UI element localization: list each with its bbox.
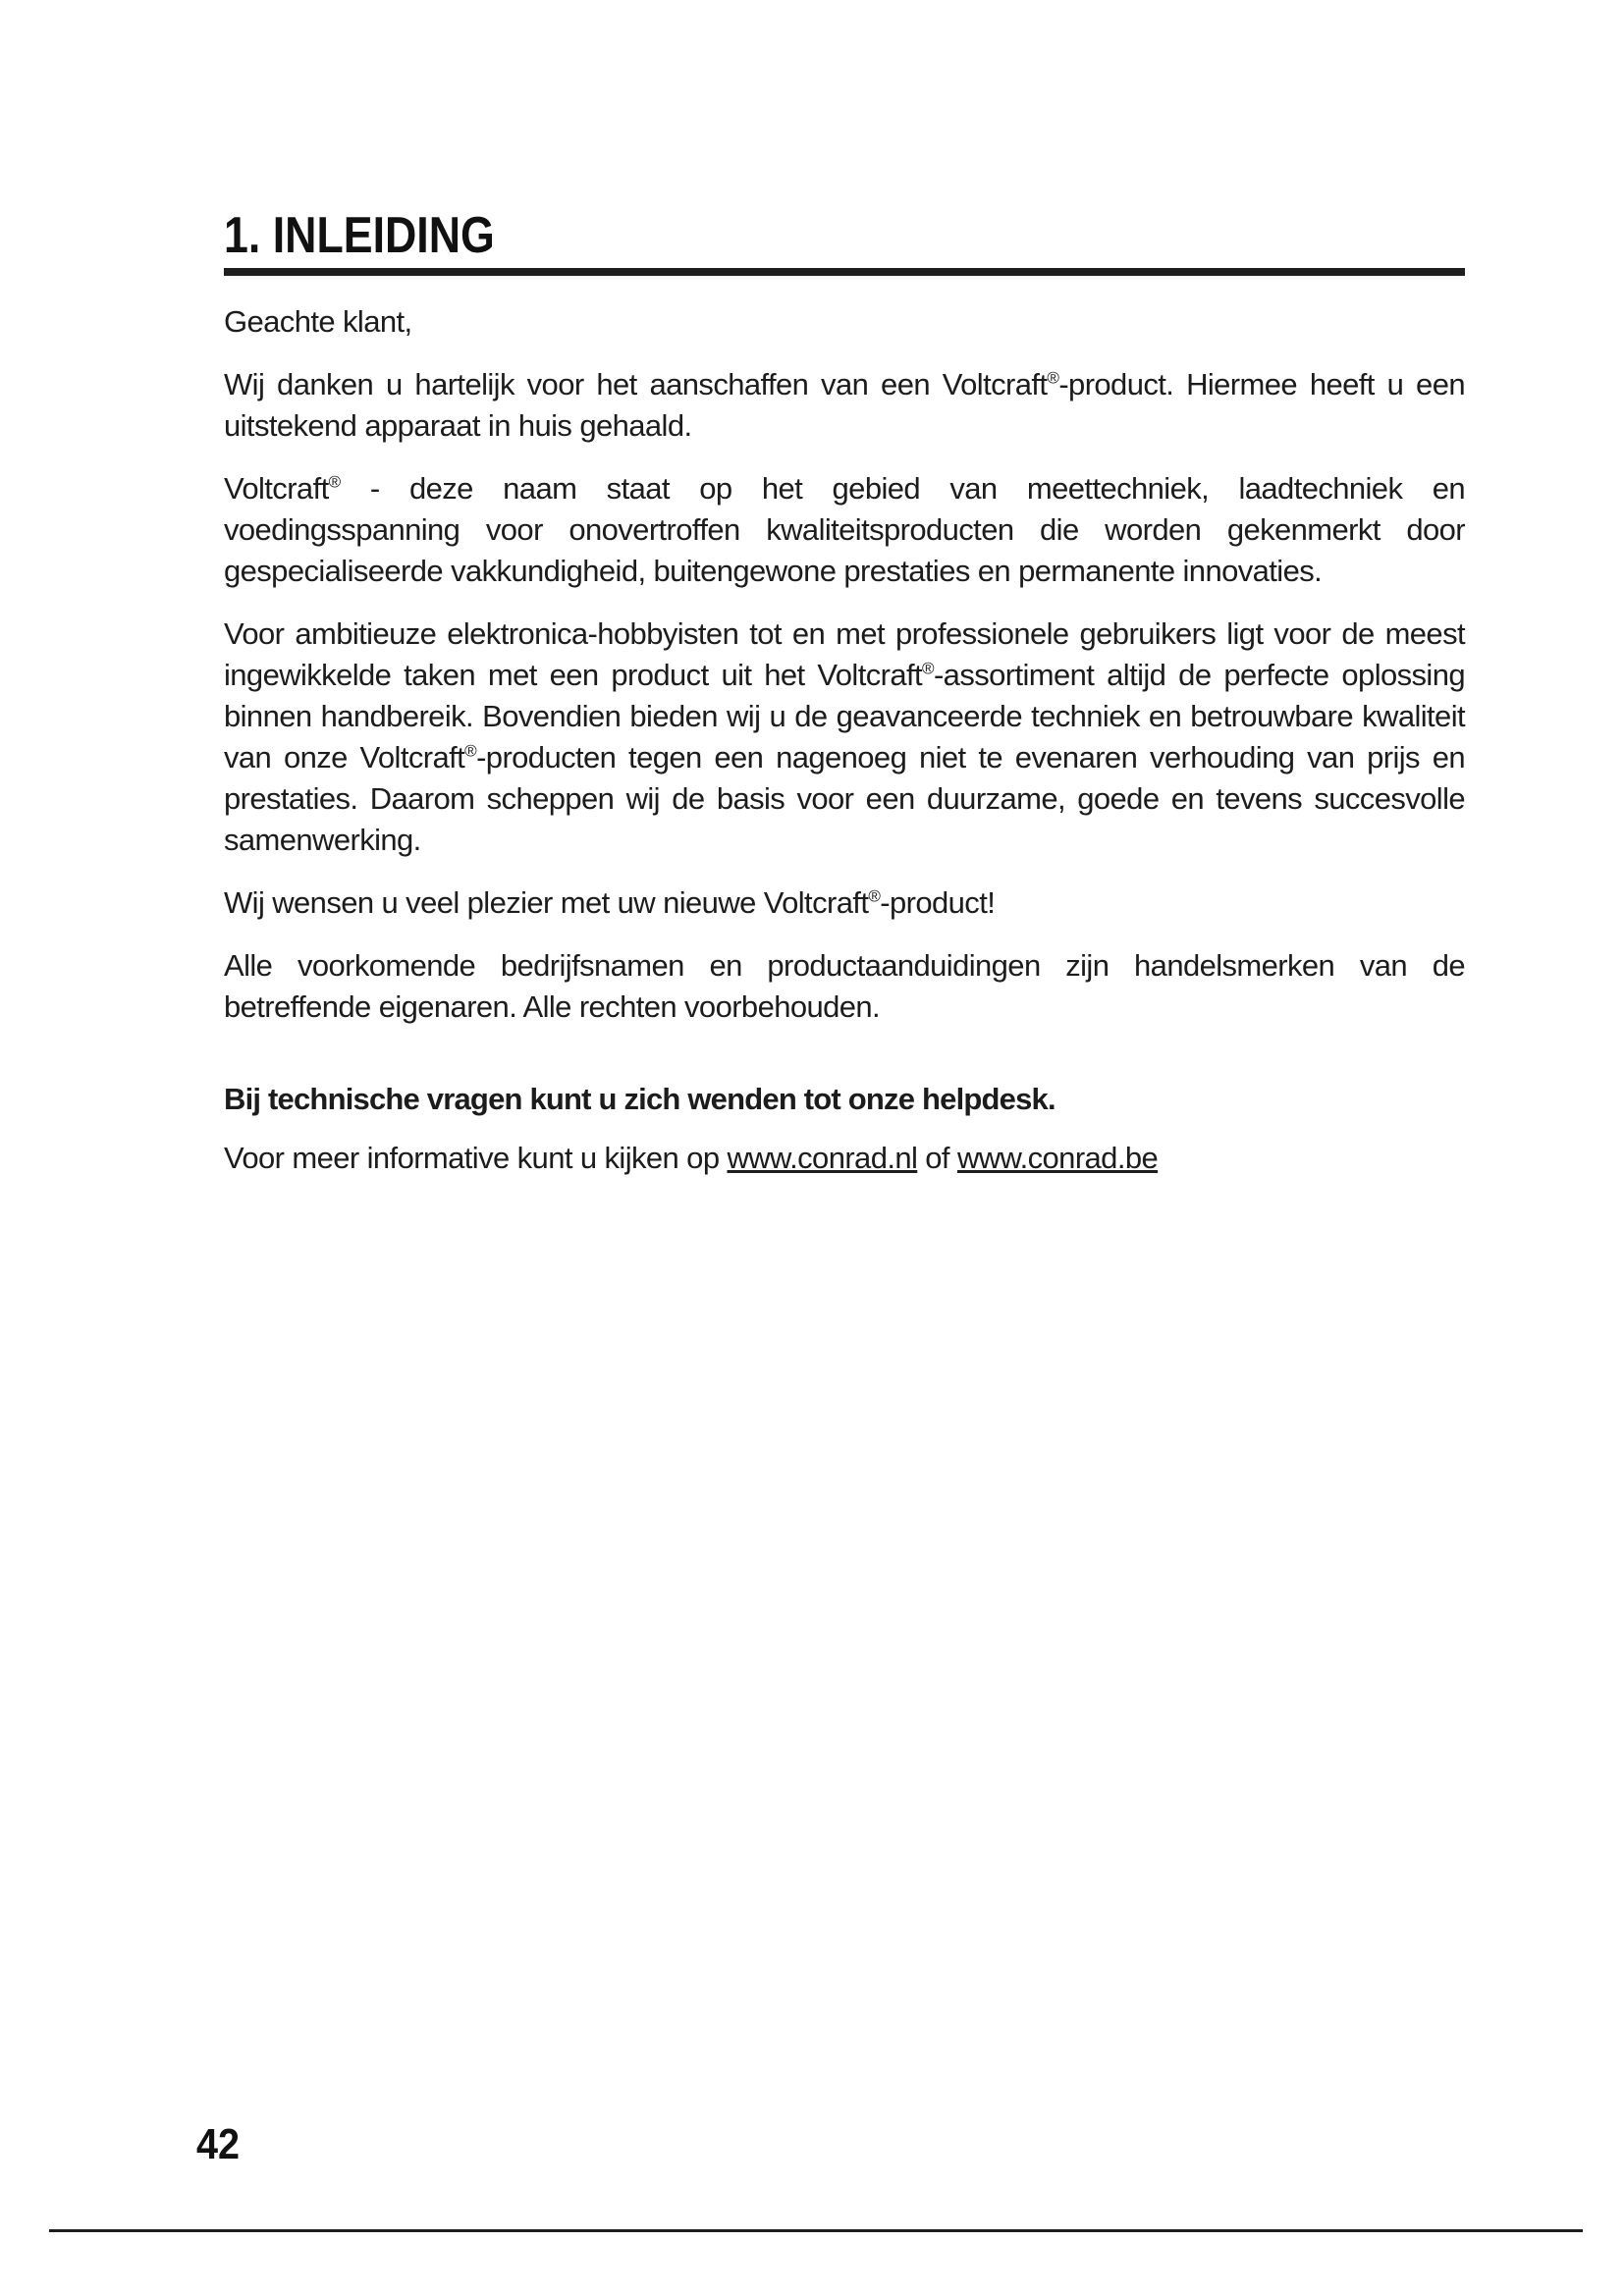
text-run: Wij danken u hartelijk voor het aanschaffen van een Voltcraft xyxy=(224,367,1048,402)
paragraph-brand xyxy=(224,468,1465,592)
helpdesk-note: Bij technische vragen kunt u zich wenden tot onze helpdesk. xyxy=(224,1082,1056,1117)
paragraph-thanks xyxy=(224,364,1465,447)
paragraph-wishes xyxy=(224,882,1465,924)
paragraph-audience xyxy=(224,614,1465,861)
text-run: Voltcraft xyxy=(224,471,329,507)
link-conrad-be[interactable]: www.conrad.be xyxy=(956,1141,1159,1176)
link-conrad-nl[interactable]: www.conrad.nl xyxy=(727,1141,918,1176)
footer-rule xyxy=(49,2229,1583,2232)
text-run: -producten tegen een nagenoeg niet te evenaren verhouding van prijs en prestaties. Daarom scheppen wij de basis voor een duurzame, goede en tevens succesvolle samenwerking. xyxy=(224,740,1465,858)
text-run: -product. Hiermee heeft u een uitstekend apparaat in huis gehaald. xyxy=(224,367,1465,444)
paragraph-trademarks: Alle voorkomende bedrijfsnamen en productaanduidingen zijn handelsmerken van de betreffende eigenaren. Alle rechten voorbehouden. xyxy=(224,948,1465,1025)
text-run: Voor ambitieuze elektronica-hobbyisten tot en met professionele gebruikers ligt voor de meest ingewikkelde taken met een product uit het Voltcraft xyxy=(224,616,1465,693)
text-run: -assortiment altijd de perfecte oplossing binnen handbereik. Bovendien bieden wij u de geavanceerde techniek en betrouwbare kwaliteit van onze Voltcraft xyxy=(224,658,1465,775)
registered-mark: ® xyxy=(1047,368,1059,388)
section-title: 1. INLEIDING xyxy=(224,207,495,264)
text-run: -product! xyxy=(880,885,996,921)
registered-mark: ® xyxy=(868,886,881,906)
greeting: Geachte klant, xyxy=(224,304,412,340)
text-run: of xyxy=(917,1141,957,1176)
registered-mark: ® xyxy=(922,659,934,678)
paragraph-info xyxy=(224,1138,1465,1179)
title-rule xyxy=(224,268,1465,276)
text-run: Voor meer informative kunt u kijken op xyxy=(224,1141,728,1176)
registered-mark: ® xyxy=(464,741,477,761)
text-run: - deze naam staat op het gebied van meettechniek, laadtechniek en voedingsspanning voor onovertroffen kwaliteitsproducten die worden gekenmerkt door gespecialiseerde vakkundigheid, buitengewone prestaties en permanente innovaties. xyxy=(224,471,1465,589)
text-run: Wij wensen u veel plezier met uw nieuwe Voltcraft xyxy=(224,885,869,921)
page-content xyxy=(224,208,1465,1201)
page-number: 42 xyxy=(196,2120,241,2168)
registered-mark: ® xyxy=(328,472,341,492)
